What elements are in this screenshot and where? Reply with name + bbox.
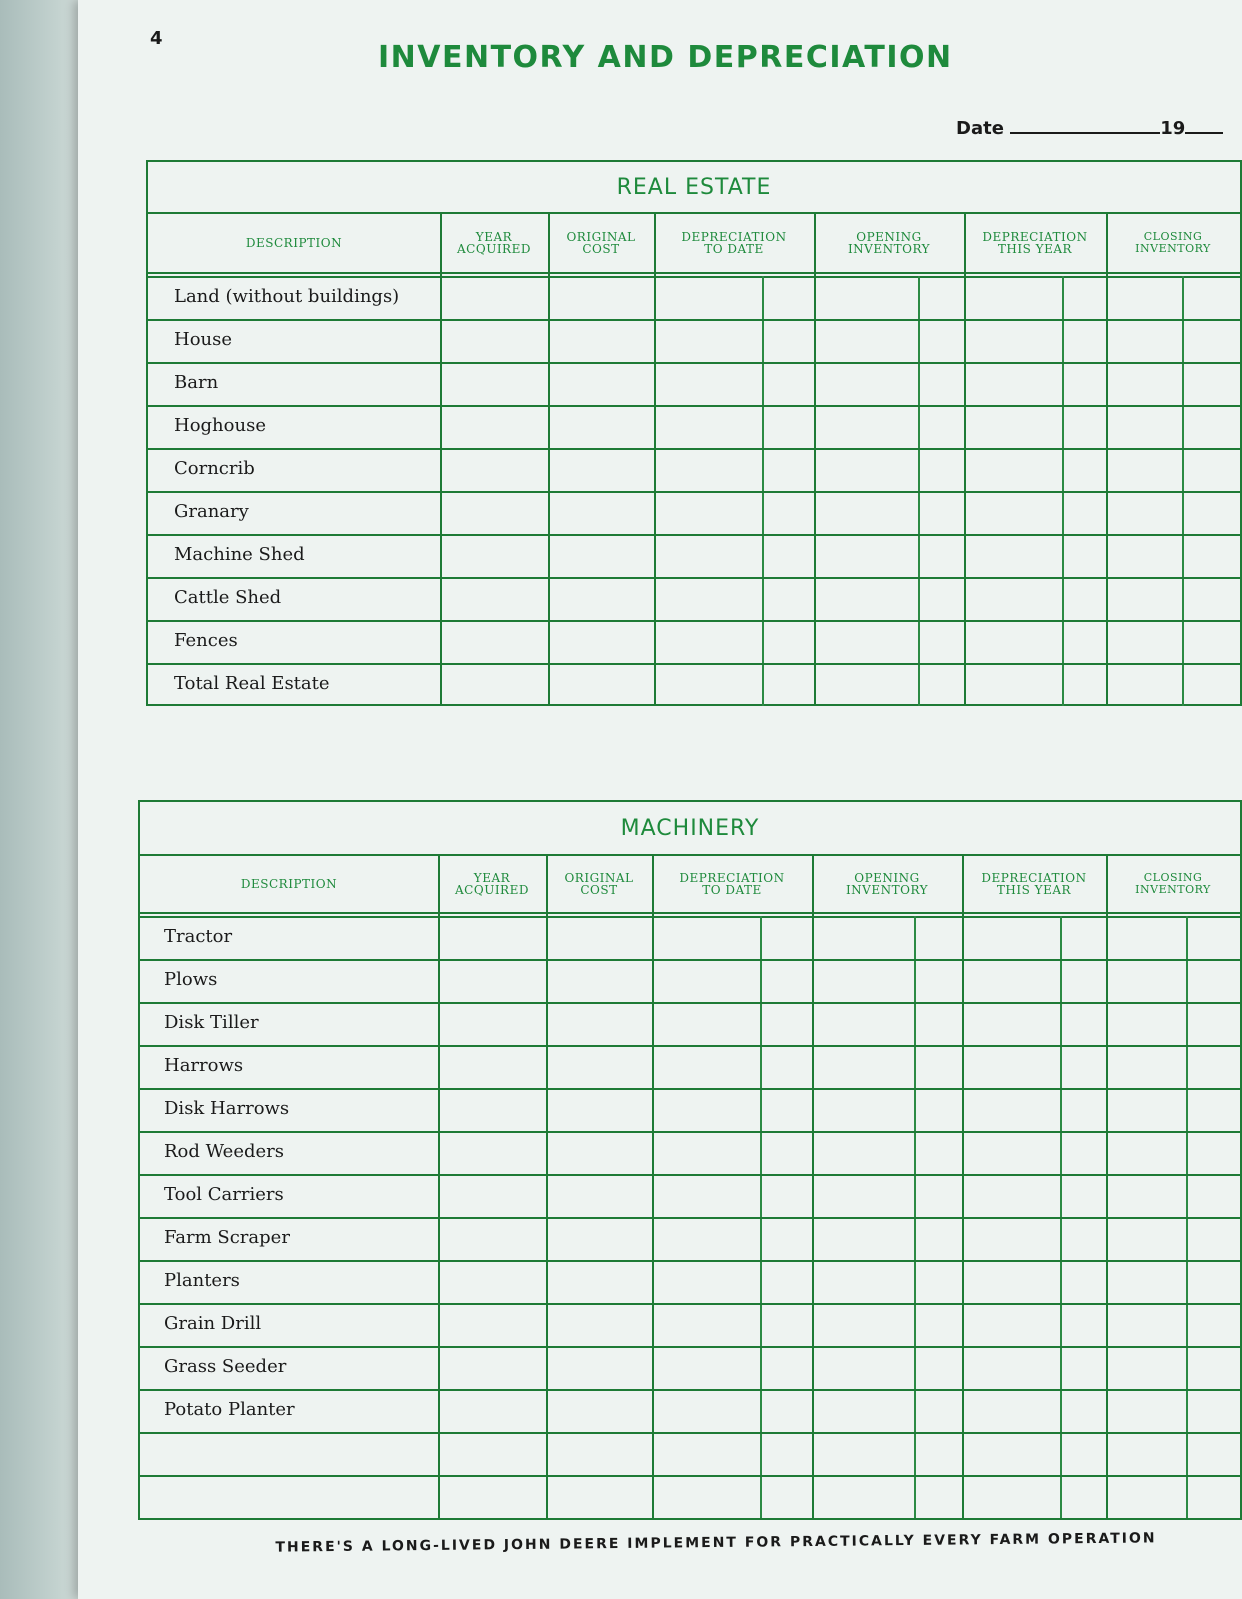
entry-cell[interactable] xyxy=(654,918,811,958)
entry-cell[interactable] xyxy=(816,321,963,361)
entry-cell[interactable] xyxy=(440,1305,545,1345)
entry-cell[interactable] xyxy=(654,1004,811,1044)
entry-cell[interactable] xyxy=(548,1004,651,1044)
entry-cell[interactable] xyxy=(964,1004,1105,1044)
entry-cell[interactable] xyxy=(440,1176,545,1216)
entry-cell[interactable] xyxy=(1108,1047,1239,1087)
entry-cell[interactable] xyxy=(656,665,813,705)
entry-cell[interactable] xyxy=(1108,665,1239,705)
entry-cell[interactable] xyxy=(814,1090,961,1130)
row-label: Planters xyxy=(164,1269,240,1291)
machinery-heading: MACHINERY xyxy=(140,802,1240,856)
entry-cell[interactable] xyxy=(966,493,1105,533)
entry-cell[interactable] xyxy=(550,665,653,705)
entry-cell[interactable] xyxy=(442,407,547,447)
row-label: Grain Drill xyxy=(164,1312,262,1334)
entry-cell[interactable] xyxy=(1108,579,1239,619)
entry-cell[interactable] xyxy=(656,622,813,662)
col-header-depreciation-this-year: DEPRECIATION THIS YEAR xyxy=(981,871,1087,897)
entry-cell[interactable] xyxy=(654,1176,811,1216)
entry-cell[interactable] xyxy=(440,1047,545,1087)
date-field[interactable] xyxy=(956,118,1236,139)
entry-cell[interactable] xyxy=(966,450,1105,490)
entry-cell[interactable] xyxy=(548,1434,651,1474)
entry-cell[interactable] xyxy=(1108,1133,1239,1173)
entry-cell[interactable] xyxy=(1108,1219,1239,1259)
entry-cell[interactable] xyxy=(816,364,963,404)
entry-cell[interactable] xyxy=(814,1176,961,1216)
entry-cell[interactable] xyxy=(964,1133,1105,1173)
entry-cell[interactable] xyxy=(964,1434,1105,1474)
entry-cell[interactable] xyxy=(966,407,1105,447)
entry-cell[interactable] xyxy=(1108,1305,1239,1345)
entry-cell[interactable] xyxy=(816,665,963,705)
entry-cell[interactable] xyxy=(814,1477,961,1517)
entry-cell[interactable] xyxy=(548,1090,651,1130)
entry-cell[interactable] xyxy=(548,1219,651,1259)
entry-cell[interactable] xyxy=(656,579,813,619)
entry-cell[interactable] xyxy=(548,1391,651,1431)
real-estate-table xyxy=(146,160,1242,706)
entry-cell[interactable] xyxy=(548,1047,651,1087)
entry-cell[interactable] xyxy=(966,536,1105,576)
entry-cell[interactable] xyxy=(1108,1477,1239,1517)
entry-cell[interactable] xyxy=(548,1477,651,1517)
entry-cell[interactable] xyxy=(440,1219,545,1259)
entry-cell[interactable] xyxy=(966,278,1105,318)
col-header-original-cost: ORIGINAL COST xyxy=(564,871,634,897)
entry-cell[interactable] xyxy=(1108,407,1239,447)
page-title: INVENTORY AND DEPRECIATION xyxy=(378,40,953,75)
entry-cell[interactable] xyxy=(964,1090,1105,1130)
col-header-description: DESCRIPTION xyxy=(240,877,338,891)
entry-cell[interactable] xyxy=(966,579,1105,619)
entry-cell[interactable] xyxy=(440,1090,545,1130)
entry-cell[interactable] xyxy=(814,1391,961,1431)
entry-cell[interactable] xyxy=(654,961,811,1001)
entry-cell[interactable] xyxy=(550,493,653,533)
entry-cell[interactable] xyxy=(814,1434,961,1474)
entry-cell[interactable] xyxy=(966,622,1105,662)
entry-cell[interactable] xyxy=(656,364,813,404)
entry-cell[interactable] xyxy=(550,536,653,576)
col-header-year-acquired: YEAR ACQUIRED xyxy=(457,230,531,256)
entry-cell[interactable] xyxy=(656,493,813,533)
entry-cell[interactable] xyxy=(440,1004,545,1044)
date-year-blank[interactable] xyxy=(1185,118,1223,134)
entry-cell[interactable] xyxy=(550,321,653,361)
entry-cell[interactable] xyxy=(1108,1434,1239,1474)
entry-cell[interactable] xyxy=(440,1262,545,1302)
entry-cell[interactable] xyxy=(1108,364,1239,404)
entry-cell[interactable] xyxy=(964,1219,1105,1259)
entry-cell[interactable] xyxy=(442,364,547,404)
entry-cell[interactable] xyxy=(964,1348,1105,1388)
entry-cell[interactable] xyxy=(442,278,547,318)
entry-cell[interactable] xyxy=(654,1219,811,1259)
entry-cell[interactable] xyxy=(550,450,653,490)
entry-cell[interactable] xyxy=(548,1262,651,1302)
row-label: Corncrib xyxy=(174,457,255,479)
row-label: Farm Scraper xyxy=(164,1226,290,1248)
entry-cell[interactable] xyxy=(814,1348,961,1388)
col-header-depreciation-to-date: DEPRECIATION TO DATE xyxy=(681,230,787,256)
entry-cell[interactable] xyxy=(964,1477,1105,1517)
row-label: House xyxy=(174,328,233,350)
entry-cell[interactable] xyxy=(1108,1262,1239,1302)
entry-cell[interactable] xyxy=(1108,1004,1239,1044)
entry-cell[interactable] xyxy=(816,493,963,533)
entry-cell[interactable] xyxy=(964,1176,1105,1216)
entry-cell[interactable] xyxy=(964,1262,1105,1302)
header-rule xyxy=(140,912,1240,914)
entry-cell[interactable] xyxy=(814,1133,961,1173)
entry-cell[interactable] xyxy=(548,1133,651,1173)
entry-cell[interactable] xyxy=(1108,622,1239,662)
date-year-prefix: 19 xyxy=(1160,118,1186,139)
entry-cell[interactable] xyxy=(966,321,1105,361)
entry-cell[interactable] xyxy=(548,1176,651,1216)
entry-cell[interactable] xyxy=(966,364,1105,404)
col-header-original-cost: ORIGINAL COST xyxy=(566,230,636,256)
entry-cell[interactable] xyxy=(550,407,653,447)
entry-cell[interactable] xyxy=(656,321,813,361)
row-label: Grass Seeder xyxy=(164,1355,287,1377)
row-label: Land (without buildings) xyxy=(174,285,400,307)
date-label: Date xyxy=(956,118,1004,139)
entry-cell[interactable] xyxy=(442,665,547,705)
entry-cell[interactable] xyxy=(964,1391,1105,1431)
entry-cell[interactable] xyxy=(1108,278,1239,318)
entry-cell[interactable] xyxy=(656,450,813,490)
entry-cell[interactable] xyxy=(1108,961,1239,1001)
row-label: Plows xyxy=(164,968,218,990)
row-label: Disk Tiller xyxy=(164,1011,259,1033)
row-label: Harrows xyxy=(164,1054,244,1076)
entry-cell[interactable] xyxy=(1108,493,1239,533)
entry-cell[interactable] xyxy=(814,1219,961,1259)
page-number: 4 xyxy=(150,28,163,49)
entry-cell[interactable] xyxy=(814,1004,961,1044)
entry-cell[interactable] xyxy=(440,918,545,958)
entry-cell[interactable] xyxy=(442,536,547,576)
entry-cell[interactable] xyxy=(1108,321,1239,361)
entry-cell[interactable] xyxy=(656,536,813,576)
row-label: Total Real Estate xyxy=(174,672,330,694)
entry-cell[interactable] xyxy=(440,1348,545,1388)
row-label: Cattle Shed xyxy=(174,586,282,608)
entry-cell[interactable] xyxy=(1108,1090,1239,1130)
row-label: Disk Harrows xyxy=(164,1097,290,1119)
row-label: Machine Shed xyxy=(174,543,305,565)
row-label: Fences xyxy=(174,629,238,651)
entry-cell[interactable] xyxy=(654,1262,811,1302)
entry-cell[interactable] xyxy=(550,364,653,404)
entry-cell[interactable] xyxy=(440,1434,545,1474)
entry-cell[interactable] xyxy=(1108,1391,1239,1431)
machinery-table xyxy=(138,800,1242,1520)
entry-cell[interactable] xyxy=(548,1305,651,1345)
entry-cell[interactable] xyxy=(814,1262,961,1302)
entry-cell[interactable] xyxy=(442,579,547,619)
entry-cell[interactable] xyxy=(440,1391,545,1431)
entry-cell[interactable] xyxy=(548,1348,651,1388)
entry-cell[interactable] xyxy=(440,1477,545,1517)
entry-cell[interactable] xyxy=(440,961,545,1001)
entry-cell[interactable] xyxy=(816,407,963,447)
entry-cell[interactable] xyxy=(654,1305,811,1345)
entry-cell[interactable] xyxy=(442,321,547,361)
entry-cell[interactable] xyxy=(654,1133,811,1173)
entry-cell[interactable] xyxy=(1108,1348,1239,1388)
entry-cell[interactable] xyxy=(550,579,653,619)
col-header-year-acquired: YEAR ACQUIRED xyxy=(455,871,529,897)
entry-cell[interactable] xyxy=(1108,1176,1239,1216)
entry-cell[interactable] xyxy=(1108,450,1239,490)
entry-cell[interactable] xyxy=(654,1047,811,1087)
row-label: Rod Weeders xyxy=(164,1140,284,1162)
header-rule xyxy=(148,272,1240,274)
entry-cell[interactable] xyxy=(816,450,963,490)
form-page xyxy=(78,0,1242,1599)
entry-cell[interactable] xyxy=(440,1133,545,1173)
entry-cell[interactable] xyxy=(964,961,1105,1001)
col-header-description: DESCRIPTION xyxy=(245,236,343,250)
entry-cell[interactable] xyxy=(814,1047,961,1087)
col-header-opening-inventory: OPENING INVENTORY xyxy=(845,871,929,897)
entry-cell[interactable] xyxy=(816,579,963,619)
entry-cell[interactable] xyxy=(964,1047,1105,1087)
row-label: Granary xyxy=(174,500,249,522)
entry-cell[interactable] xyxy=(654,1434,811,1474)
row-label: Barn xyxy=(174,371,219,393)
entry-cell[interactable] xyxy=(654,1348,811,1388)
entry-cell[interactable] xyxy=(550,622,653,662)
col-header-closing-inventory: CLOSING INVENTORY xyxy=(1135,871,1211,896)
entry-cell[interactable] xyxy=(814,961,961,1001)
date-blank[interactable] xyxy=(1010,118,1160,134)
entry-cell[interactable] xyxy=(442,622,547,662)
entry-cell[interactable] xyxy=(814,918,961,958)
entry-cell[interactable] xyxy=(550,278,653,318)
row-label: Hoghouse xyxy=(174,414,266,436)
entry-cell[interactable] xyxy=(816,536,963,576)
entry-cell[interactable] xyxy=(816,622,963,662)
entry-cell[interactable] xyxy=(442,493,547,533)
entry-cell[interactable] xyxy=(1108,918,1239,958)
entry-cell[interactable] xyxy=(654,1477,811,1517)
col-header-depreciation-this-year: DEPRECIATION THIS YEAR xyxy=(982,230,1088,256)
real-estate-heading: REAL ESTATE xyxy=(148,162,1240,214)
entry-cell[interactable] xyxy=(964,1305,1105,1345)
entry-cell[interactable] xyxy=(654,1391,811,1431)
entry-cell[interactable] xyxy=(814,1305,961,1345)
entry-cell[interactable] xyxy=(442,450,547,490)
col-header-depreciation-to-date: DEPRECIATION TO DATE xyxy=(679,871,785,897)
entry-cell[interactable] xyxy=(548,918,651,958)
entry-cell[interactable] xyxy=(964,918,1105,958)
entry-cell[interactable] xyxy=(548,961,651,1001)
row-label: Tool Carriers xyxy=(164,1183,284,1205)
entry-cell[interactable] xyxy=(656,278,813,318)
col-header-closing-inventory: CLOSING INVENTORY xyxy=(1135,230,1211,255)
col-header-opening-inventory: OPENING INVENTORY xyxy=(847,230,931,256)
entry-cell[interactable] xyxy=(654,1090,811,1130)
entry-cell[interactable] xyxy=(1108,536,1239,576)
entry-cell[interactable] xyxy=(966,665,1105,705)
footer-slogan: THERE'S A LONG-LIVED JOHN DEERE IMPLEMENT FOR PRACTICALLY EVERY FARM OPERATION xyxy=(275,1530,1157,1556)
entry-cell[interactable] xyxy=(656,407,813,447)
row-label: Tractor xyxy=(164,925,233,947)
row-label: Potato Planter xyxy=(164,1398,295,1420)
entry-cell[interactable] xyxy=(816,278,963,318)
